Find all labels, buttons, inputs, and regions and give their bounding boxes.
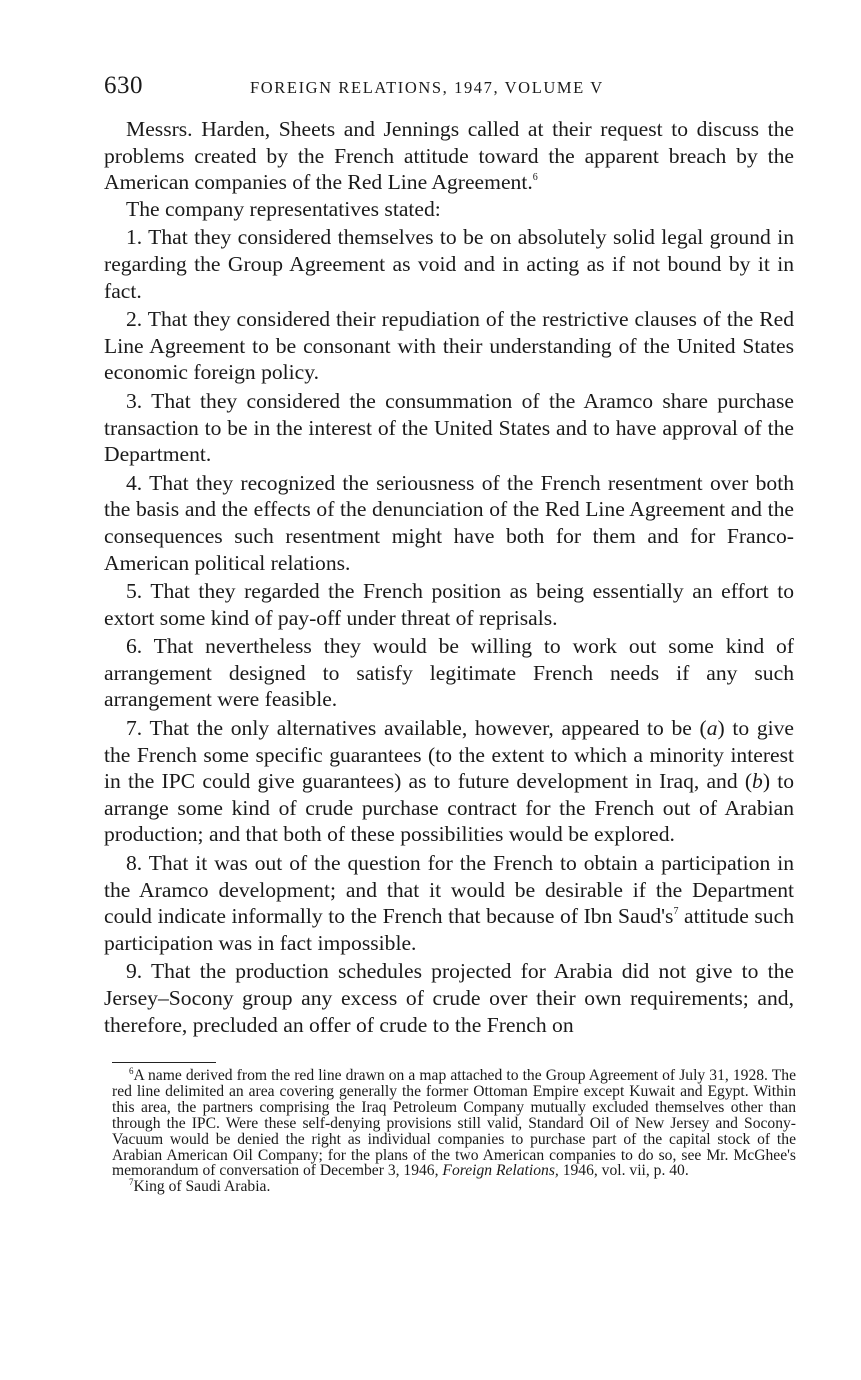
running-title: FOREIGN RELATIONS, 1947, VOLUME V [250,78,604,97]
list-item: 9. That the production schedules projected for Arabia did not give to the Jersey–Socony group any excess of crude over their own requirements; and, therefore, precluded an offer of crude to the French on [104,959,794,1037]
intro-paragraph [104,116,794,196]
list-item: 3. That they considered the consummation of the Aramco share purchase transaction to be in the interest of the United States and to have approval of the Department. [104,388,794,467]
intro-text: Messrs. Harden, Sheets and Jennings called at their request to discuss the problems created by the French attitude toward the apparent breach by the American companies of the Red Line Agreement. [104,117,794,195]
list-item: 6. That nevertheless they would be willing to work out some kind of arrangement designed to satisfy legitimate French needs if any such arrangement were feasible. [104,634,794,712]
footnote-7-text: King of Saudi Arabia. [133,1178,271,1196]
body-text [104,116,794,1038]
page-header [104,72,794,104]
footnote-marker-7: 7 [129,1177,134,1188]
item7-letter-b: b [752,769,763,794]
footnote-divider [112,1062,216,1063]
footnote-ref-7: 7 [673,906,679,918]
footnote-6-text-end: 1946, vol. vii, p. 40. [562,1162,689,1180]
list-item [104,715,794,848]
footnote-6 [112,1068,796,1179]
list-item: 2. That they considered their repudiation of the restrictive clauses of the Red Line Agreement to be consonant with their understanding of the United States economic foreign policy. [104,307,794,385]
item8-text-2: attitude such participation was in fact impossible. [104,904,794,955]
footnote-6-citation: Foreign Relations, [442,1162,559,1180]
list-item: 5. That they regarded the French position as being essentially an effort to extort some kind of pay-off under threat of reprisals. [104,579,794,630]
footnote-ref-6: 6 [532,172,538,184]
list-item: 1. That they considered themselves to be on absolutely solid legal ground in regarding the Group Agreement as void and in acting as if not bound by it in fact. [104,225,794,303]
footnotes [112,1068,796,1195]
footnote-marker-6: 6 [129,1066,134,1076]
footnote-7 [112,1179,796,1195]
list-item [104,850,794,956]
item7-text-3: ) to arrange some kind of crude purchase contract for the French out of Arabian production; and that both of these possibilities would be explored. [104,769,794,847]
item7-text-1: 7. That the only alternatives available, however, appeared to be ( [126,716,707,741]
item7-letter-a: a [706,716,718,741]
list-item: 4. That they recognized the seriousness of the French resentment over both the basis and the effects of the denunciation of the Red Line Agreement and the consequences such resentment might have both for them and for Franco-American political relations. [104,470,794,575]
stated-paragraph: The company representatives stated: [126,196,441,221]
footnote-6-text: A name derived from the red line drawn on a map attached to the Group Agreement of July 31, 1928. The red line delimited an area covering generally the former Ottoman Empire except Kuwait and Egypt. Within this area, the partners comprising the Iraq Petroleum Company mutually excluded themselves other than through the IPC. Were these self-denying provisions still valid, Standard Oil of New Jersey and Socony-Vacuum would be denied the right as individual companies to purchase part of the capital stock of the Arabian American Oil Company; for the plans of the two American companies to do so, see Mr. McGhee's memorandum of conversation of December 3, 1946, [112,1067,796,1180]
item8-text-1: 8. That it was out of the question for the French to obtain a participation in the Aramco development; and that it would be desirable if the Department could indicate informally to the French that because of Ibn Saud's [104,851,794,929]
page-number: 630 [104,72,143,99]
item7-text-2: ) to give the French some specific guarantees (to the extent to which a minority interest in the IPC could give guarantees) as to future development in Iraq, and ( [104,716,794,794]
